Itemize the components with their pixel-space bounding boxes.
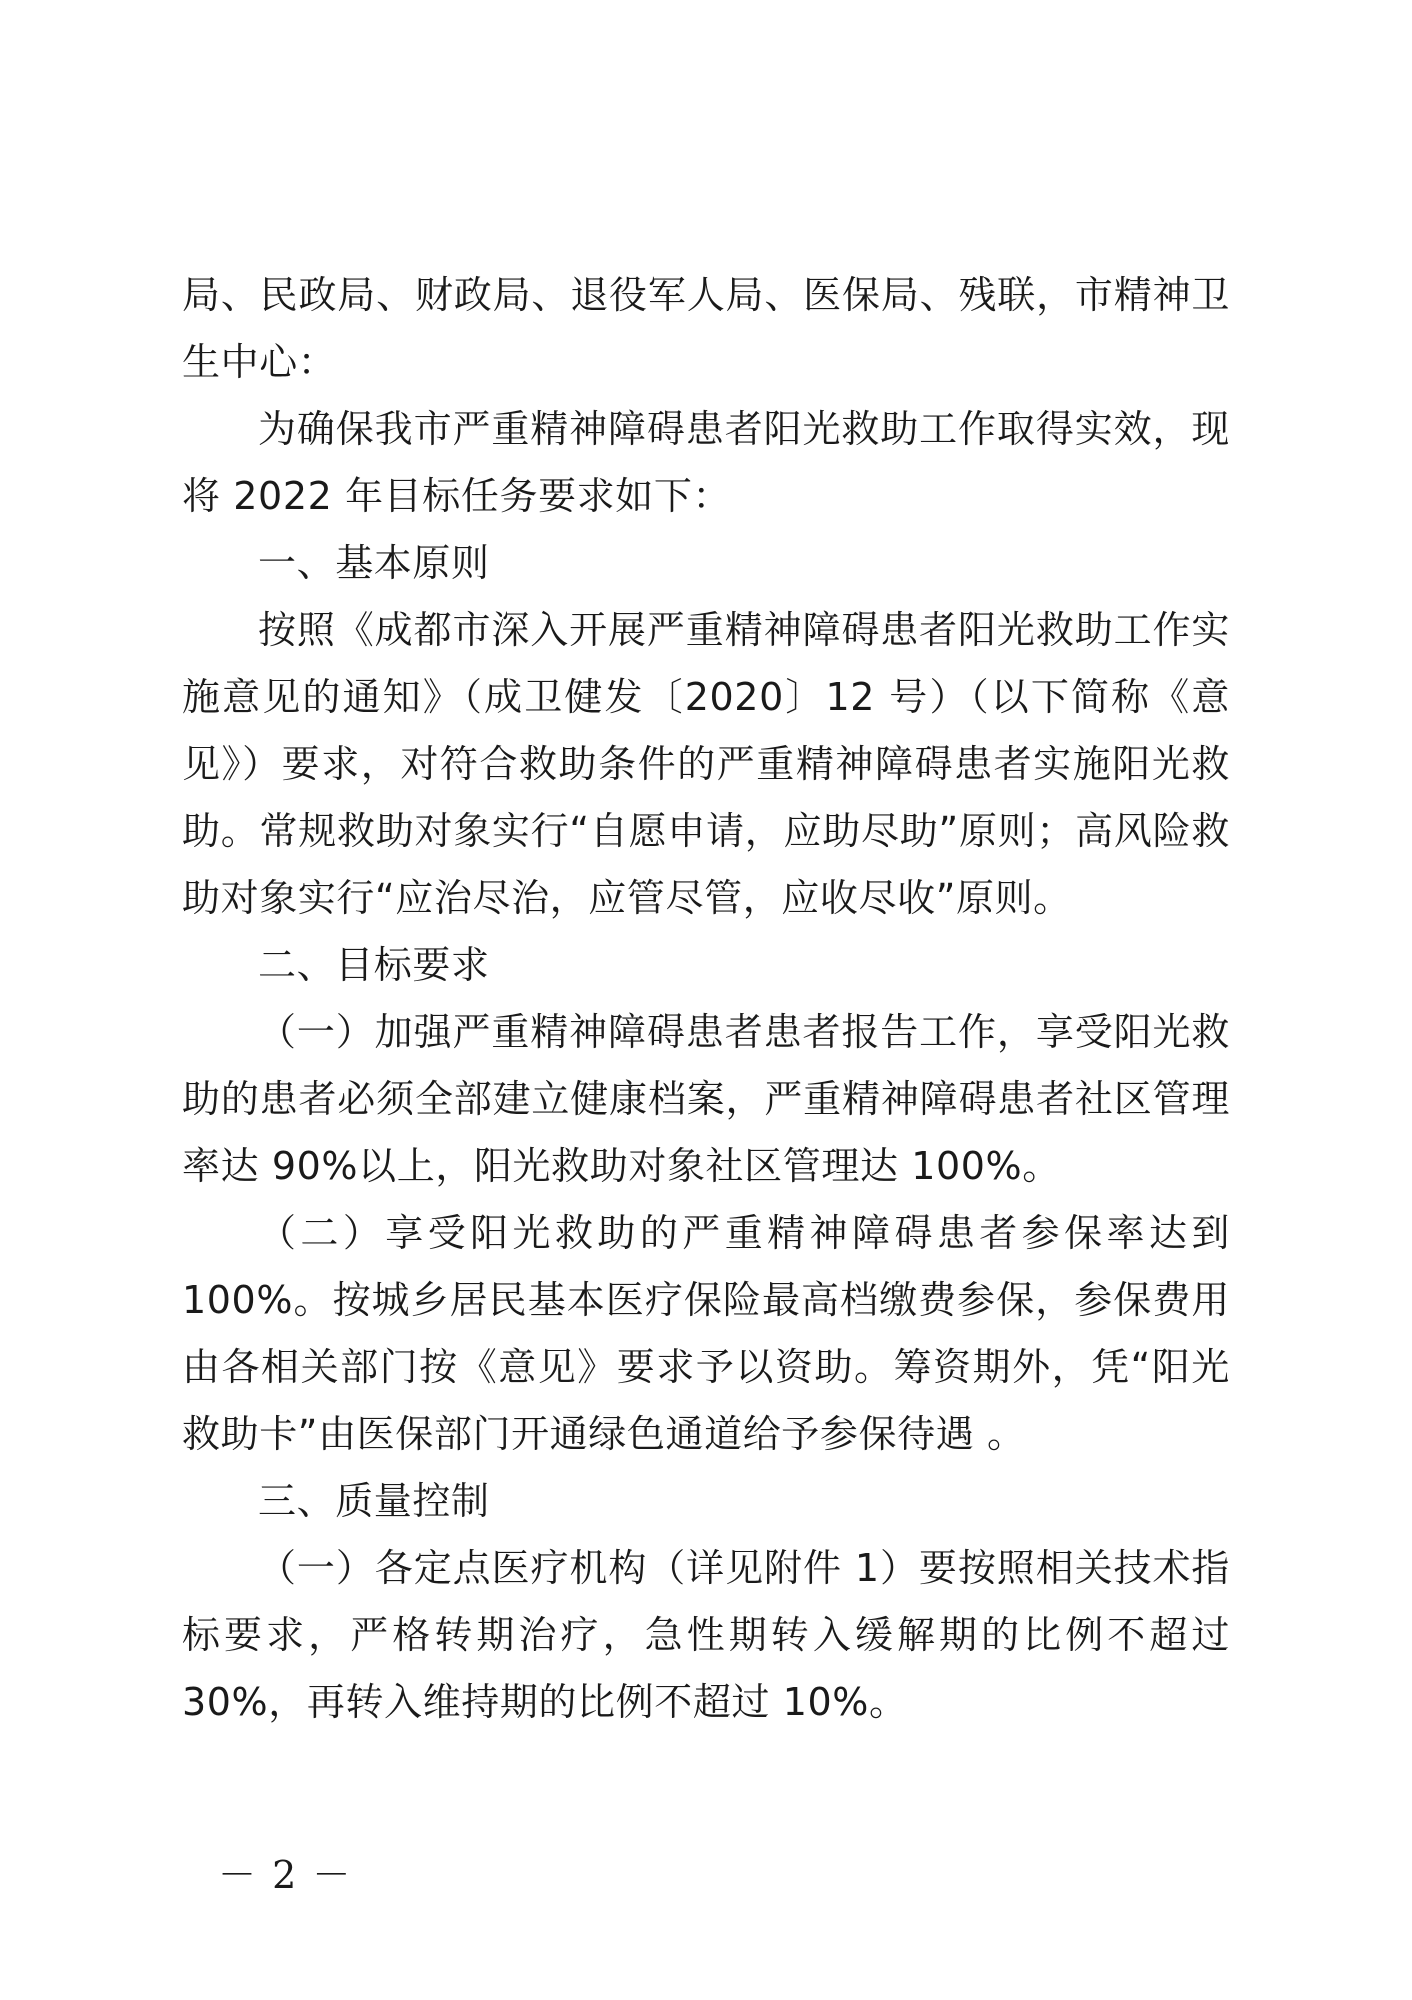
document-body <box>182 262 1230 1736</box>
intro-paragraph: 为确保我市严重精神障碍患者阳光救助工作取得实效，现将 2022 年目标任务要求如下： <box>182 407 1230 518</box>
page-number: － 2 － <box>218 1853 353 1897</box>
section-heading-targets: 二、目标要求 <box>258 943 490 987</box>
salutation-paragraph: 局、民政局、财政局、退役军人局、医保局、残联，市精神卫生中心： <box>182 273 1230 384</box>
section-heading-basic-principles: 一、基本原则 <box>258 541 490 585</box>
target-paragraph-1: （一）加强严重精神障碍患者患者报告工作，享受阳光救助的患者必须全部建立健康档案，严重精神障碍患者社区管理率达 90%以上，阳光救助对象社区管理达 100%。 <box>182 1010 1230 1188</box>
principle-paragraph: 按照《成都市深入开展严重精神障碍患者阳光救助工作实施意见的通知》（成卫健发〔2020〕12 号）（以下简称《意见》）要求，对符合救助条件的严重精神障碍患者实施阳光救助。常规救助对象实行“自愿申请，应助尽助”原则；高风险救助对象实行“应治尽治，应管尽管，应收尽收”原则。 <box>182 608 1230 920</box>
target-paragraph-2: （二）享受阳光救助的严重精神障碍患者参保率达到 100%。按城乡居民基本医疗保险最高档缴费参保，参保费用由各相关部门按《意见》要求予以资助。筹资期外，凭“阳光救助卡”由医保部门开通绿色通道给予参保待遇 。 <box>182 1211 1230 1456</box>
quality-paragraph-1: （一）各定点医疗机构（详见附件 1）要按照相关技术指标要求，严格转期治疗，急性期转入缓解期的比例不超过 30%，再转入维持期的比例不超过 10%。 <box>182 1546 1230 1724</box>
section-heading-quality-control: 三、质量控制 <box>258 1479 490 1523</box>
